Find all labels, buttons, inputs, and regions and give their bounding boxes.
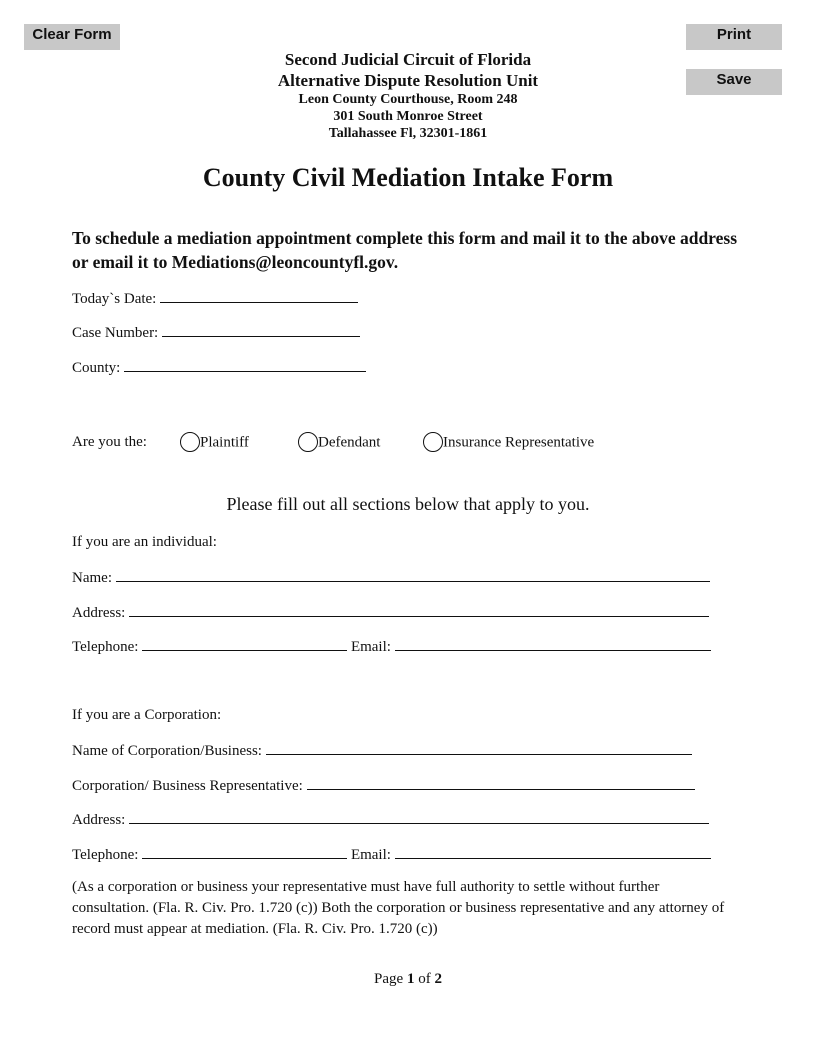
page-current: 1 bbox=[406, 971, 415, 987]
individual-telephone-label: Telephone: bbox=[72, 639, 139, 655]
address-line-2: 301 South Monroe Street bbox=[333, 109, 483, 124]
individual-name-label: Name: bbox=[72, 570, 112, 586]
corporation-address-field[interactable] bbox=[129, 809, 709, 824]
corporation-heading: If you are a Corporation: bbox=[72, 707, 222, 723]
corporation-name-label: Name of Corporation/Business: bbox=[72, 743, 262, 759]
individual-telephone-field[interactable] bbox=[142, 636, 347, 651]
radio-defendant-label: Defendant bbox=[318, 434, 381, 451]
role-label: Are you the: bbox=[72, 434, 147, 450]
page-total: 2 bbox=[434, 971, 442, 987]
page-word: Page bbox=[374, 971, 404, 987]
todays-date-field[interactable] bbox=[160, 288, 358, 303]
county-row bbox=[72, 357, 366, 377]
corporation-telephone-label: Telephone: bbox=[72, 847, 139, 863]
form-title: County Civil Mediation Intake Form bbox=[202, 163, 614, 192]
case-number-field[interactable] bbox=[162, 322, 360, 337]
todays-date-label: Today`s Date: bbox=[72, 291, 157, 307]
of-word: of bbox=[418, 971, 431, 987]
corporation-address-label: Address: bbox=[72, 812, 126, 828]
county-field[interactable] bbox=[124, 357, 366, 372]
page-footer bbox=[0, 971, 816, 988]
case-number-row bbox=[72, 322, 360, 342]
address-line-1: Leon County Courthouse, Room 248 bbox=[298, 92, 518, 107]
individual-heading: If you are an individual: bbox=[72, 534, 217, 550]
clear-form-button[interactable]: Clear Form bbox=[24, 24, 120, 50]
todays-date-row bbox=[72, 288, 358, 308]
radio-insurance-representative[interactable] bbox=[423, 432, 594, 453]
instructions-text: Please fill out all sections below that apply to you. bbox=[226, 494, 590, 514]
individual-name-row bbox=[72, 567, 710, 587]
corporation-rep-field[interactable] bbox=[307, 775, 695, 790]
radio-insurance-label: Insurance Representative bbox=[443, 434, 595, 451]
corporation-name-field[interactable] bbox=[266, 740, 692, 755]
corporation-name-row bbox=[72, 740, 692, 760]
corporation-address-row bbox=[72, 809, 709, 829]
individual-email-label: Email: bbox=[350, 639, 391, 655]
individual-contact-row bbox=[72, 636, 711, 656]
corporation-rep-row bbox=[72, 775, 695, 795]
individual-address-label: Address: bbox=[72, 605, 126, 621]
radio-circle-icon[interactable] bbox=[423, 432, 443, 452]
individual-email-field[interactable] bbox=[395, 636, 711, 651]
radio-plaintiff[interactable] bbox=[180, 432, 249, 453]
individual-address-field[interactable] bbox=[129, 602, 709, 617]
corporation-rep-label: Corporation/ Business Representative: bbox=[72, 778, 303, 794]
intro-text: To schedule a mediation appointment complete this form and mail it to the above address or email it to Mediations@leoncountyfl.gov. bbox=[72, 228, 738, 272]
role-selector bbox=[72, 432, 772, 456]
unit-name: Alternative Dispute Resolution Unit bbox=[277, 71, 539, 90]
corporation-telephone-field[interactable] bbox=[142, 844, 347, 859]
save-button[interactable]: Save bbox=[686, 69, 782, 95]
corporation-email-label: Email: bbox=[350, 847, 391, 863]
radio-defendant[interactable] bbox=[298, 432, 380, 453]
address-line-3: Tallahassee Fl, 32301-1861 bbox=[328, 126, 488, 141]
radio-plaintiff-label: Plaintiff bbox=[200, 434, 249, 451]
corporation-contact-row bbox=[72, 844, 711, 864]
court-name: Second Judicial Circuit of Florida bbox=[284, 50, 532, 69]
radio-circle-icon[interactable] bbox=[298, 432, 318, 452]
radio-circle-icon[interactable] bbox=[180, 432, 200, 452]
individual-name-field[interactable] bbox=[116, 567, 710, 582]
county-label: County: bbox=[72, 360, 121, 376]
print-button[interactable]: Print bbox=[686, 24, 782, 50]
individual-address-row bbox=[72, 602, 709, 622]
corporation-email-field[interactable] bbox=[395, 844, 711, 859]
case-number-label: Case Number: bbox=[72, 325, 159, 341]
representative-authority-note: (As a corporation or business your representative must have full authority to settle without further consultation. (Fla. R. Civ. Pro. 1.720 (c)) Both the corporation or business representative and any attorney of record must appear at mediation. (Fla. R. Civ. Pro. 1.720 (c)) bbox=[72, 879, 725, 937]
